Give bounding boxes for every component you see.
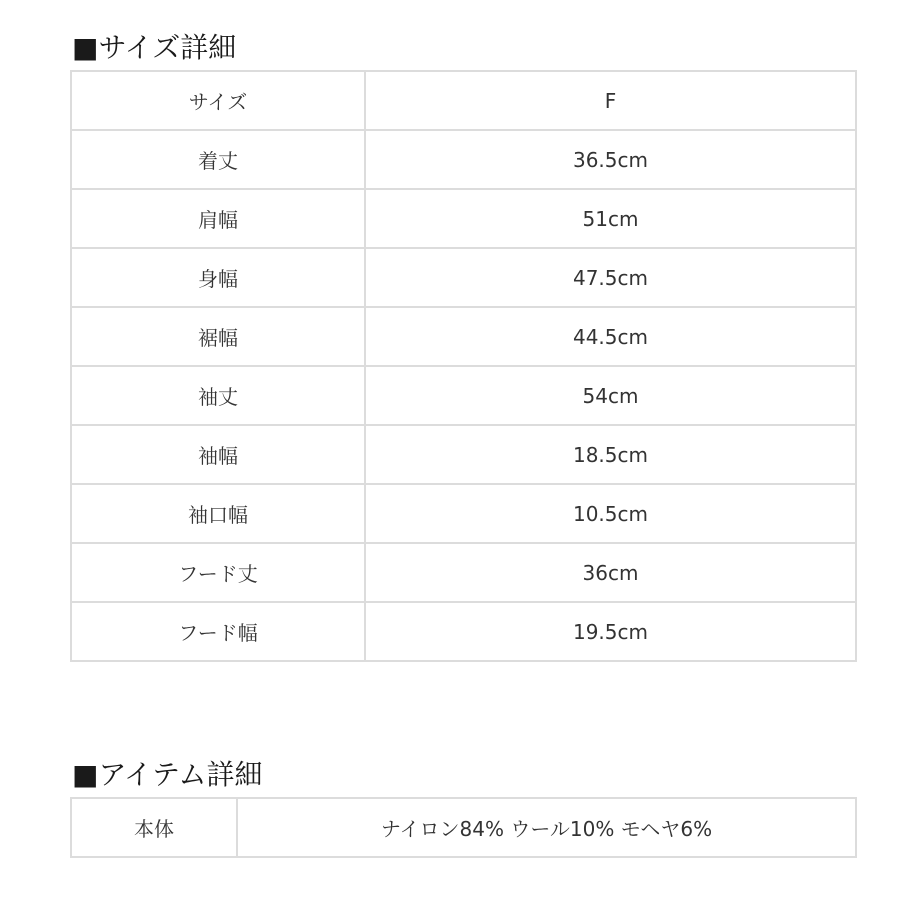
length-label-cell: 着丈	[71, 130, 365, 189]
hood-width-value-cell: 19.5cm	[365, 602, 856, 661]
table-row	[71, 71, 856, 130]
table-row	[71, 602, 856, 661]
table-row	[71, 307, 856, 366]
table-row	[71, 484, 856, 543]
hood-length-value-cell: 36cm	[365, 543, 856, 602]
table-row	[71, 798, 856, 857]
table-row	[71, 543, 856, 602]
table-row	[71, 248, 856, 307]
hem-width-label-cell: 裾幅	[71, 307, 365, 366]
size-details-title: ■サイズ詳細	[72, 31, 237, 64]
material-label-cell: 本体	[71, 798, 237, 857]
size-label-cell: サイズ	[71, 71, 365, 130]
table-row	[71, 425, 856, 484]
body-width-value-cell: 47.5cm	[365, 248, 856, 307]
size-value-cell: F	[365, 71, 856, 130]
table-row	[71, 130, 856, 189]
cuff-width-label-cell: 袖口幅	[71, 484, 365, 543]
sleeve-length-value-cell: 54cm	[365, 366, 856, 425]
shoulder-width-label-cell: 肩幅	[71, 189, 365, 248]
material-value-cell: ナイロン84% ウール10% モヘヤ6%	[237, 798, 856, 857]
length-value-cell: 36.5cm	[365, 130, 856, 189]
size-details-table	[70, 70, 857, 662]
hood-length-label-cell: フード丈	[71, 543, 365, 602]
sleeve-length-label-cell: 袖丈	[71, 366, 365, 425]
table-row	[71, 189, 856, 248]
table-row	[71, 366, 856, 425]
sleeve-width-value-cell: 18.5cm	[365, 425, 856, 484]
hood-width-label-cell: フード幅	[71, 602, 365, 661]
hem-width-value-cell: 44.5cm	[365, 307, 856, 366]
cuff-width-value-cell: 10.5cm	[365, 484, 856, 543]
shoulder-width-value-cell: 51cm	[365, 189, 856, 248]
item-details-table	[70, 797, 857, 858]
sleeve-width-label-cell: 袖幅	[71, 425, 365, 484]
body-width-label-cell: 身幅	[71, 248, 365, 307]
item-details-title: ■アイテム詳細	[72, 758, 263, 791]
